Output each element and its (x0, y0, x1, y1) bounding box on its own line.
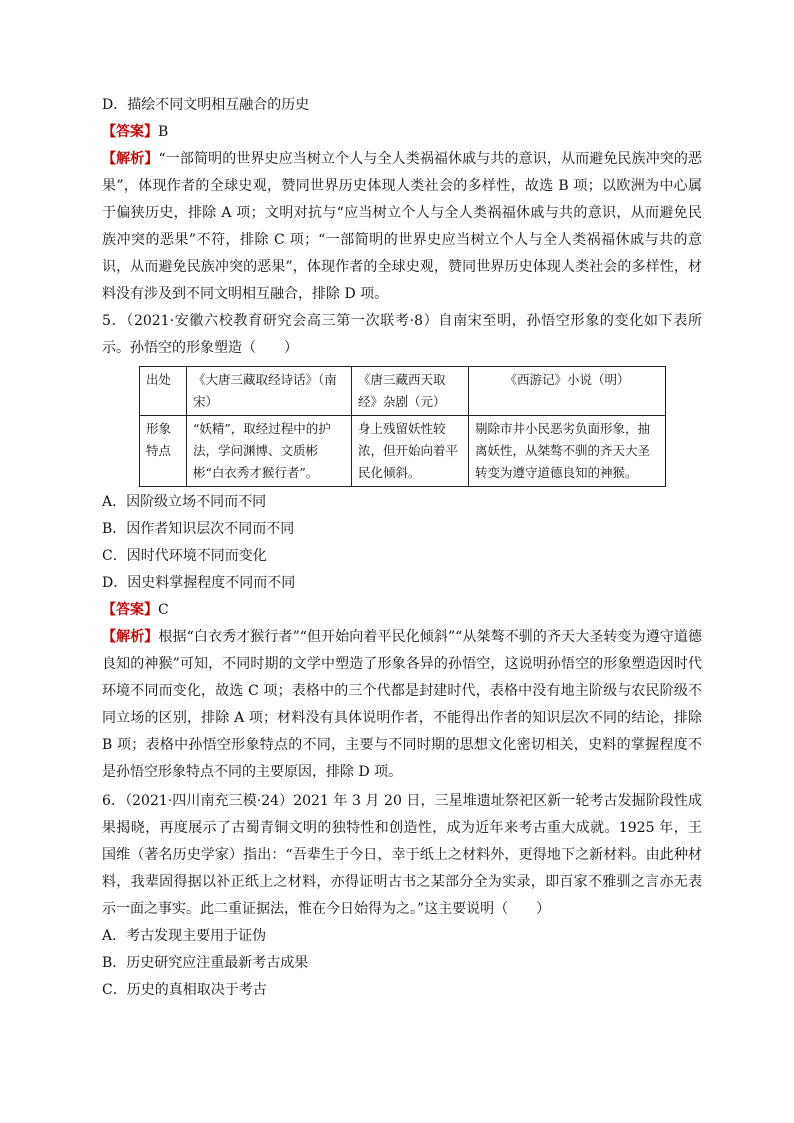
table-header-song: 《大唐三藏取经诗话》（南宋） (187, 367, 352, 416)
answer-value: C (158, 602, 169, 618)
answer-tag: 【答案】 (102, 602, 158, 618)
q5-answer (102, 597, 702, 624)
q6-option-b: B．历史研究应注重最新考古成果 (102, 955, 309, 971)
q6-option-c: C．历史的真相取决于考古 (102, 982, 267, 998)
q5-option-c: C．因时代环境不同而变化 (102, 548, 267, 564)
q5-option-d: D．因史料掌握程度不同而不同 (102, 575, 296, 591)
table-cell-song: “妖精”，取经过程中的护法，学问渊博、文质彬彬“白衣秀才猴行者”。 (187, 416, 352, 487)
q5-analysis (102, 624, 702, 786)
analysis-tag: 【解析】 (102, 151, 159, 167)
table-cell-yuan: 身上残留妖性较浓，但开始向着平民化倾斜。 (352, 416, 469, 487)
q5-stem: 5．（2021·安徽六校教育研究会高三第一次联考·8）自南宋至明，孙悟空形象的变化如下表所示。孙悟空的形象塑造（ ） (102, 313, 702, 356)
q5-option-a: A．因阶级立场不同而不同 (102, 494, 267, 510)
q6-stem: 6．（2021·四川南充三模·24）2021 年 3 月 20 日，三星堆遗址祭祀区新一轮考古发掘阶段性成果揭晓，再度展示了古蜀青铜文明的独特性和创造性，成为近年来考古重大成就。1925 年，王国维（著名历史学家）指出：“吾辈生于今日，幸于纸上之材料外，更得地下之新材料。由此种材料，我辈固得据以补正纸上之材料，亦得证明古书之某部分全为实录，即百家不雅驯之言亦无表示一面之事实。此二重证据法，惟在今日始得为之。”这主要说明（ ） (102, 793, 702, 917)
table-header-label: 出处 (140, 367, 187, 416)
table-row-label: 形象特点 (140, 416, 187, 487)
analysis-text: 根据“白衣秀才猴行者”“但开始向着平民化倾斜”“从桀骜不驯的齐天大圣转变为遵守道德良知的神猴”可知，不同时期的文学中塑造了形象各异的孙悟空，这说明孙悟空的形象塑造因时代环境不同而变化，故选 C 项；表格中的三个代都是封建时代，表格中没有地主阶级与农民阶级不同立场的区别，排除 A 项；材料没有具体说明作者，不能得出作者的知识层次不同的结论，排除 B 项；表格中孙悟空形象特点的不同，主要与不同时期的思想文化密切相关，史料的掌握程度不是孙悟空形象特点不同的主要原因，排除 D 项。 (102, 629, 702, 780)
table-row (140, 367, 666, 416)
table-row (140, 416, 666, 487)
q4-option-d: D．描绘不同文明相互融合的历史 (102, 97, 310, 113)
answer-value: B (158, 124, 169, 140)
answer-tag: 【答案】 (102, 124, 158, 140)
analysis-text: “一部简明的世界史应当树立个人与全人类祸福休戚与共的意识，从而避免民族冲突的恶果”，体现作者的全球史观，赞同世界历史体现人类社会的多样性，故选 B 项；以欧洲为中心属于偏狭历史，排除 A 项；文明对抗与“应当树立个人与全人类祸福休戚与共的意识，从而避免民族冲突的恶果”不符，排除 C 项；“一部简明的世界史应当树立个人与全人类祸福休戚与共的意识，从而避免民族冲突的恶果”，体现作者的全球史观，赞同世界历史体现人类社会的多样性，材料没有涉及到不同文明相互融合，排除 D 项。 (102, 151, 703, 302)
analysis-tag: 【解析】 (102, 629, 159, 645)
q5-table (139, 366, 666, 487)
exam-page (102, 92, 702, 1004)
table-cell-ming: 剔除市井小民恶劣负面形象，抽离妖性，从桀骜不驯的齐天大圣转变为遵守道德良知的神猴。 (469, 416, 666, 487)
table-header-yuan: 《唐三藏西天取经》杂剧（元） (352, 367, 469, 416)
q5-option-b: B．因作者知识层次不同而不同 (102, 521, 295, 537)
q4-analysis (102, 146, 702, 308)
table-header-ming: 《西游记》小说（明） (469, 367, 666, 416)
q4-answer (102, 119, 702, 146)
q6-option-a: A．考古发现主要用于证伪 (102, 928, 267, 944)
